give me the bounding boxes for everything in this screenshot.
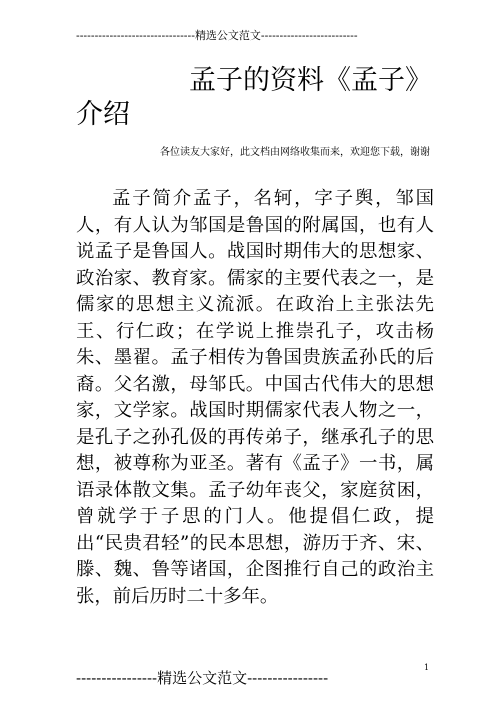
title-line-2: 介绍 xyxy=(76,99,130,130)
reader-note: 各位读友大家好，此文档由网络收集而来，欢迎您下载，谢谢 xyxy=(160,147,430,158)
body-paragraph: 孟子简介孟子，名轲，字子舆，邹国人，有人认为邹国是鲁国的附属国，也有人说孟子是鲁国人。战国时期伟大的思想家、政治家、教育家。儒家的主要代表之一，是儒家的思想主义流派。在政治上主张法先王、行仁政；在学说上推崇孔子，攻击杨朱、墨翟。孟子相传为鲁国贵族孟孙氏的后裔。父名激，母邹氏。中国古代伟大的思想家，文学家。战国时期儒家代表人物之一，是孔子之孙孔伋的再传弟子，继承孔子的思想，被尊称为亚圣。著有《孟子》一书，属语录体散文集。孟子幼年丧父，家庭贫困，曾就学于子思的门人。他提倡仁政，提出“民贵君轻”的民本思想，游历于齐、宋、滕、魏、鲁等诸国，企图推行自己的政治主张，前后历时二十多年。 xyxy=(76,188,434,607)
document-title xyxy=(76,64,432,132)
title-line-1: 孟子的资料《孟子》 xyxy=(189,65,432,96)
page-number: 1 xyxy=(424,663,430,672)
page-header: --------------------------------精选公文范文-------------------------- xyxy=(76,29,358,42)
page-footer: ----------------精选公文范文---------------- xyxy=(76,669,329,687)
